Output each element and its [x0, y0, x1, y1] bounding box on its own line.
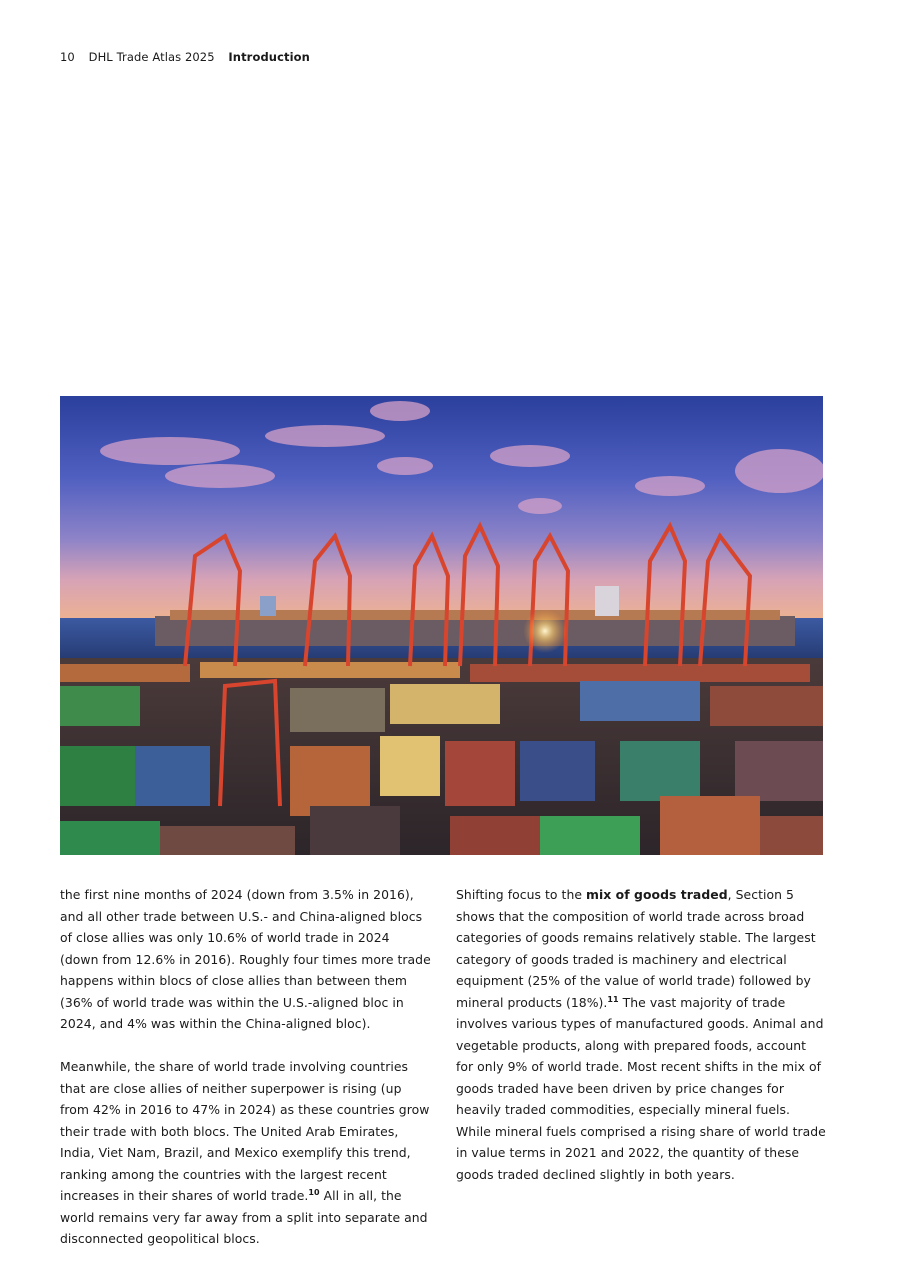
left-paragraph-2-text: Meanwhile, the share of world trade involving countries that are close allies of neither superpower is rising (up from 42% in 2016 to 47% in 2024) as these countries grow their trade with both blocs. The United Arab Emirates, India, Viet Nam, Brazil, and Mexico exemplify this trend, ranking among the countries with the largest recent increases in their shares of world trade. — [60, 1059, 430, 1203]
publication-title: DHL Trade Atlas 2025 — [88, 50, 215, 64]
light-flare — [523, 609, 567, 653]
left-paragraph-1: the first nine months of 2024 (down from 3.5% in 2016), and all other trade between U.S.- and China-aligned blocs of close allies was only 10.6% of world trade in 2024 (down from 12.6% in 2016). Roughly four times more trade happens within blocs of close allies than between them (36% of world trade was within the U.S.-aligned bloc in 2024, and 4% was within the China-aligned bloc). — [60, 887, 431, 1031]
footnote-ref-11[interactable]: 11 — [607, 994, 619, 1004]
right-paragraph-text: , Section 5 shows that the composition of world trade across broad categories of goods remains relatively stable. The largest category of goods traded is machinery and electrical equipment (25% of the value of world trade) followed by mineral products (18%). — [456, 887, 816, 1010]
page-header — [60, 49, 310, 65]
left-paragraph-2 — [60, 1056, 432, 1250]
left-column — [60, 884, 432, 1271]
right-paragraph — [456, 884, 826, 1185]
left-paragraph-2-tail: All in all, the world remains very far away from a split into separate and disconnected geopolitical blocs. — [60, 1188, 428, 1246]
container-port-photo — [60, 396, 823, 855]
section-title: Introduction — [228, 50, 310, 64]
footnote-ref-10[interactable]: 10 — [308, 1188, 320, 1197]
emphasis-mix-of-goods: mix of goods traded — [586, 887, 728, 902]
right-column — [456, 884, 826, 1207]
right-paragraph-tail: The vast majority of trade involves various types of manufactured goods. Animal and vegetable products, along with prepared foods, account for only 9% of world trade. Most recent shifts in the mix of goods traded have been driven by price changes for heavily traded commodities, especially mineral fuels. While mineral fuels comprised a rising share of world trade in value terms in 2021 and 2022, the quantity of these goods traded declined slightly in both years. — [456, 994, 826, 1182]
page-number: 10 — [60, 50, 75, 64]
sky — [60, 396, 823, 626]
right-paragraph-lead: Shifting focus to the — [456, 887, 587, 902]
